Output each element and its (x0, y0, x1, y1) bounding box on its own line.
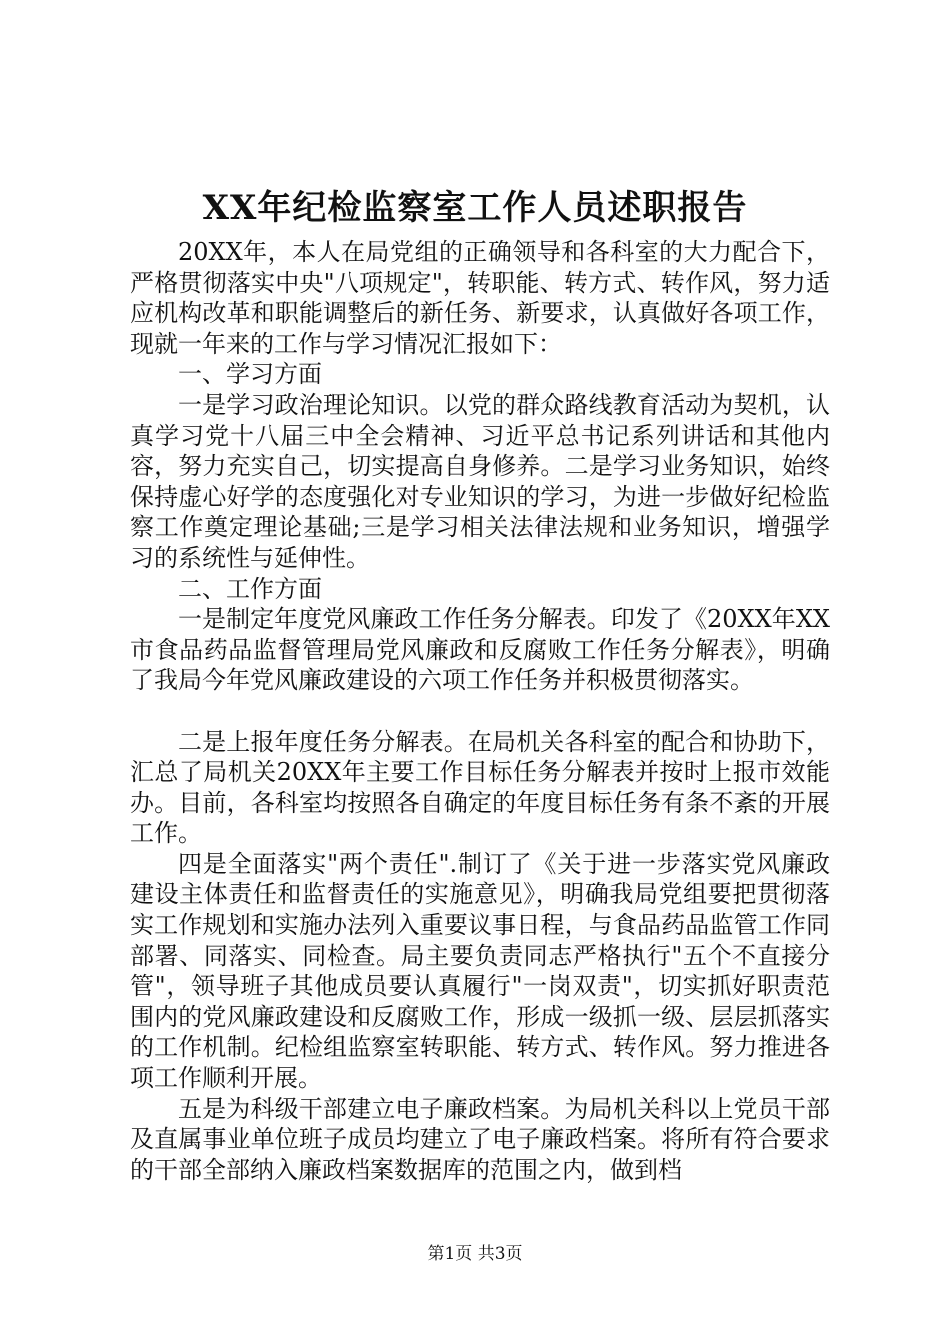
section-heading-work: 二、工作方面 (178, 574, 322, 603)
page-number-footer: 第1页 共3页 (427, 1244, 523, 1264)
paragraph-work-1: 一是制定年度党风廉政工作任务分解表。印发了《20XX年XX市食品药品监督管理局党风廉政和反腐败工作任务分解表》，明确了我局今年党风廉政建设的六项工作任务并积极贯彻落实。 (130, 605, 830, 695)
paragraph-intro: 20XX年，本人在局党组的正确领导和各科室的大力配合下，严格贯彻落实中央"八项规定"，转职能、转方式、转作风，努力适应机构改革和职能调整后的新任务、新要求，认真做好各项工作，现就一年来的工作与学习情况汇报如下： (130, 238, 830, 358)
paragraph-study: 一是学习政治理论知识。以党的群众路线教育活动为契机，认真学习党十八届三中全会精神、习近平总书记系列讲话和其他内容，努力充实自己，切实提高自身修养。二是学习业务知识，始终保持虚心好学的态度强化对专业知识的学习，为进一步做好纪检监察工作奠定理论基础;三是学习相关法律法规和业务知识，增强学习的系统性与延伸性。 (130, 390, 830, 572)
section-heading-study: 一、学习方面 (178, 360, 322, 389)
paragraph-work-5: 五是为科级干部建立电子廉政档案。为局机关科以上党员干部及直属事业单位班子成员均建立了电子廉政档案。将所有符合要求的干部全部纳入廉政档案数据库的范围之内，做到档 (130, 1094, 830, 1184)
paragraph-work-2: 二是上报年度任务分解表。在局机关各科室的配合和协助下，汇总了局机关20XX年主要工作目标任务分解表并按时上报市效能办。目前，各科室均按照各自确定的年度目标任务有条不紊的开展工作。 (130, 727, 830, 848)
paragraph-work-4: 四是全面落实"两个责任".制订了《关于进一步落实党风廉政建设主体责任和监督责任的实施意见》，明确我局党组要把贯彻落实工作规划和实施办法列入重要议事日程，与食品药品监管工作同部署、同落实、同检查。局主要负责同志严格执行"五个不直接分管"，领导班子其他成员要认真履行"一岗双责"，切实抓好职责范围内的党风廉政建设和反腐败工作，形成一级抓一级、层层抓落实的工作机制。纪检组监察室转职能、转方式、转作风。努力推进各项工作顺利开展。 (130, 849, 830, 1093)
document-body (130, 237, 830, 1185)
document-title: XX年纪检监察室工作人员述职报告 (202, 188, 748, 228)
